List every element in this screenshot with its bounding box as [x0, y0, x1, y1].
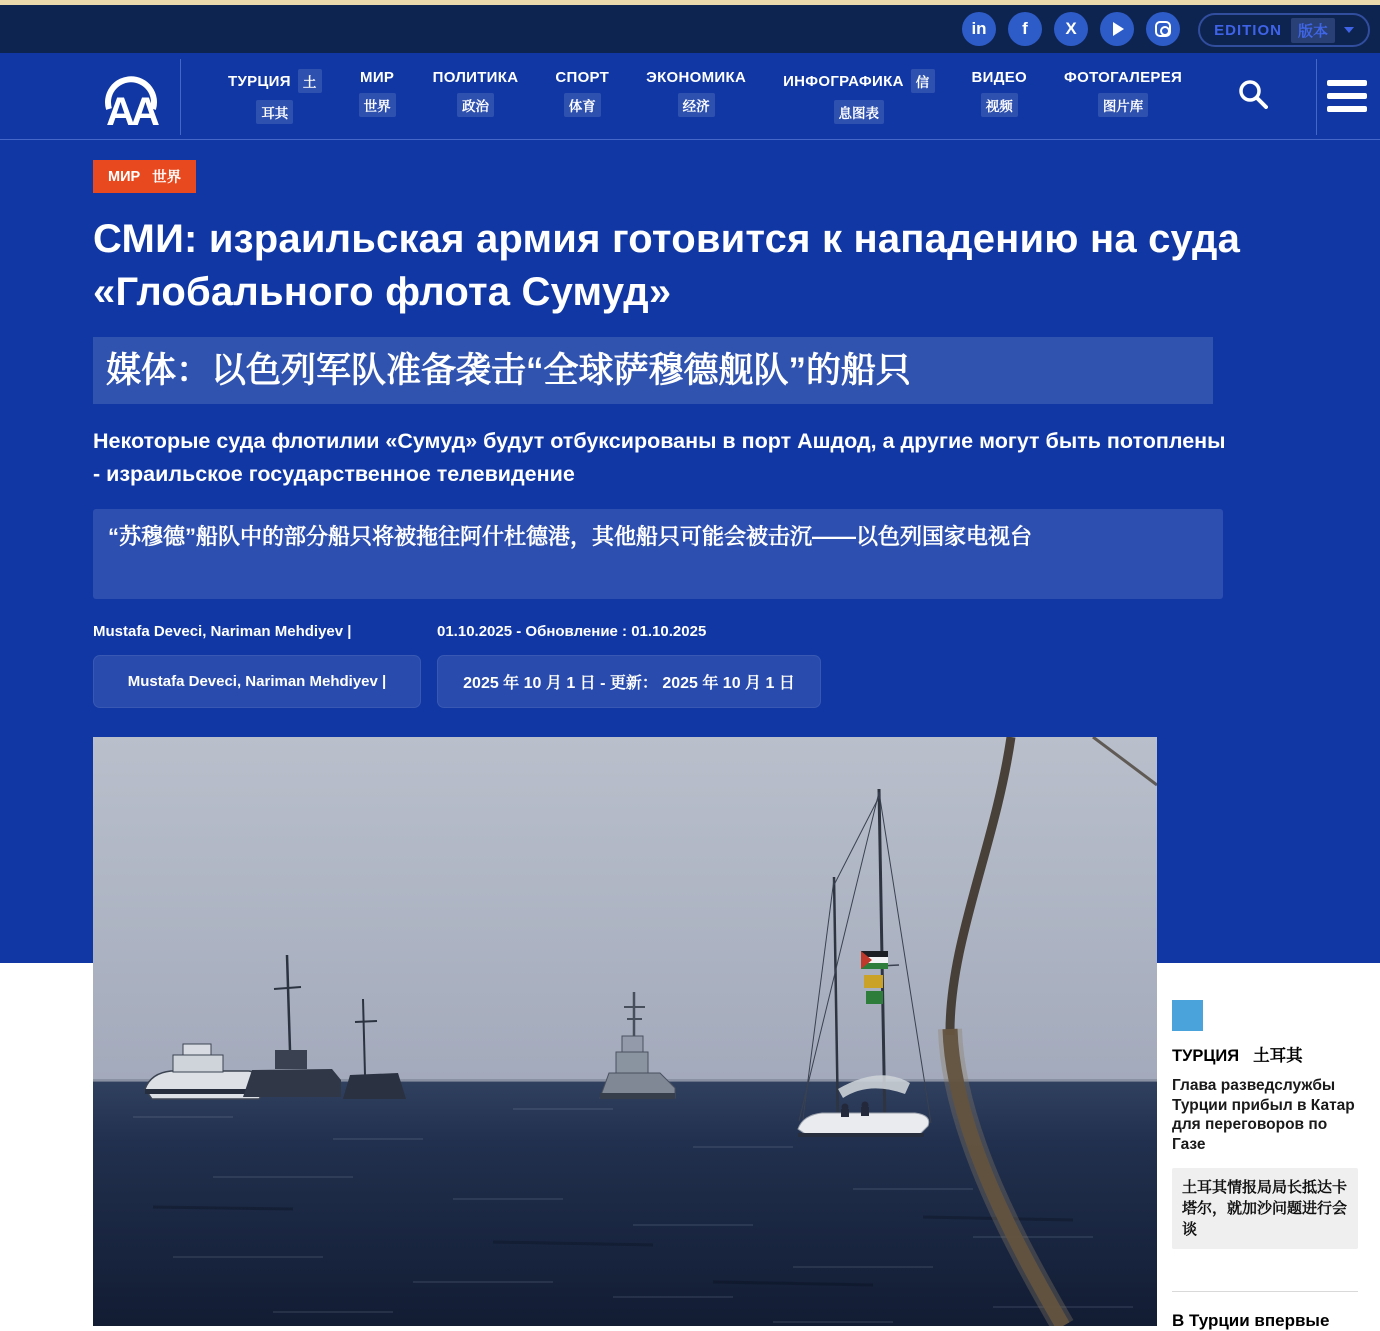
facebook-icon[interactable] [1008, 12, 1042, 46]
article-subtitle-translated: “苏穆德”船队中的部分船只将被拖往阿什杜德港，其他船只可能会被击沉——以色列国家电视台 [93, 509, 1223, 599]
edition-selector[interactable] [1198, 13, 1370, 47]
article-title-translated: 媒体：以色列军队准备袭击“全球萨穆德舰队”的船只 [93, 337, 1213, 404]
category-badge-ru: МИР [108, 168, 141, 185]
category-badge-zh: 世界 [152, 170, 182, 186]
sidebar-divider [1172, 1291, 1358, 1292]
nav-item-sports[interactable] [555, 69, 609, 124]
nav-label-zh: 视频 [981, 93, 1018, 117]
nav-label: ТУРЦИЯ [228, 72, 291, 90]
search-icon[interactable] [1236, 78, 1270, 112]
sidebar-story-translated: 土耳其情报局局长抵达卡塔尔，就加沙问题进行会谈 [1172, 1168, 1358, 1249]
nav-label-zh: 息图表 [834, 100, 885, 124]
nav-list [228, 69, 1182, 124]
nav-item-world[interactable] [359, 69, 396, 124]
nav-divider [1316, 59, 1317, 135]
nav-item-video[interactable] [972, 69, 1027, 124]
nav-label-zh-inline: 土 [298, 69, 322, 93]
nav-label: МИР [360, 69, 395, 86]
article-photo-ships-at-sea [93, 737, 1157, 1326]
nav-item-economy[interactable] [646, 69, 746, 124]
anadolu-agency-logo[interactable] [96, 61, 166, 133]
nav-label: ВИДЕО [971, 69, 1027, 86]
chevron-down-icon [1344, 27, 1354, 33]
nav-label: ЭКОНОМИКА [646, 69, 747, 86]
publish-date-translated: 2025 年 10 月 1 日 - 更新： 2025 年 10 月 1 日 [437, 655, 821, 708]
nav-item-photo-gallery[interactable] [1064, 69, 1182, 124]
nav-item-politics[interactable] [433, 69, 519, 124]
nav-label-zh: 世界 [359, 93, 396, 117]
nav-label-zh: 经济 [678, 93, 715, 117]
section-label-ru: ТУРЦИЯ [1172, 1047, 1240, 1065]
section-label-zh: 土耳其 [1253, 1047, 1303, 1065]
top-utility-bar [0, 5, 1380, 53]
youtube-icon[interactable] [1100, 12, 1134, 46]
x-glyph: X [1065, 19, 1077, 38]
publish-date: 01.10.2025 - Обновление : 01.10.2025 [437, 623, 707, 640]
main-navigation [0, 53, 1380, 140]
x-twitter-icon[interactable] [1054, 12, 1088, 46]
category-badge[interactable] [93, 160, 196, 193]
nav-label-zh: 耳其 [256, 100, 293, 124]
nav-divider [180, 59, 181, 135]
byline[interactable]: Mustafa Deveci, Nariman Mehdiyev | [93, 623, 352, 640]
nav-label-zh-inline: 信 [911, 69, 935, 93]
nav-label-zh: 图片库 [1098, 93, 1149, 117]
hamburger-menu-icon[interactable] [1327, 80, 1367, 112]
youtube-play-glyph [1113, 22, 1124, 36]
sidebar-story-link[interactable]: Глава разведслужбы Турции прибыл в Катар для переговоров по Газе [1172, 1077, 1355, 1153]
story-thumbnail-placeholder[interactable] [1172, 1000, 1203, 1031]
sidebar-section-turkey[interactable] [1172, 1042, 1358, 1066]
instagram-glyph [1155, 21, 1171, 37]
sidebar-next-story-link[interactable]: В Турции впервые [1172, 1311, 1330, 1330]
edition-language-chip: 版本 [1291, 18, 1335, 43]
article-subtitle: Некоторые суда флотилии «Сумуд» будут отбуксированы в порт Ашдод, а другие могут быть потоплены - израильское государственное телевидение [93, 429, 1226, 486]
nav-item-turkey[interactable] [228, 69, 322, 124]
linkedin-glyph: in [971, 19, 987, 38]
byline-translated: Mustafa Deveci, Nariman Mehdiyev | [93, 655, 421, 708]
nav-label: ИНФОГРАФИКА [783, 72, 904, 90]
svg-text:AA: AA [106, 90, 156, 133]
nav-item-infographics[interactable] [783, 69, 934, 124]
linkedin-icon[interactable] [962, 12, 996, 46]
nav-label-zh: 政治 [457, 93, 494, 117]
social-links [962, 12, 1180, 46]
instagram-icon[interactable] [1146, 12, 1180, 46]
article-meta-row [93, 623, 1193, 640]
nav-label: ФОТОГАЛЕРЕЯ [1064, 69, 1183, 86]
nav-label: СПОРТ [555, 69, 610, 86]
edition-label: EDITION [1214, 21, 1282, 39]
nav-label: ПОЛИТИКА [432, 69, 519, 86]
article-title: СМИ: израильская армия готовится к нападению на суда «Глобального флота Сумуд» [93, 217, 1241, 314]
related-news-sidebar [1172, 1000, 1358, 1331]
nav-label-zh: 体育 [564, 93, 601, 117]
facebook-glyph: f [1022, 19, 1028, 38]
